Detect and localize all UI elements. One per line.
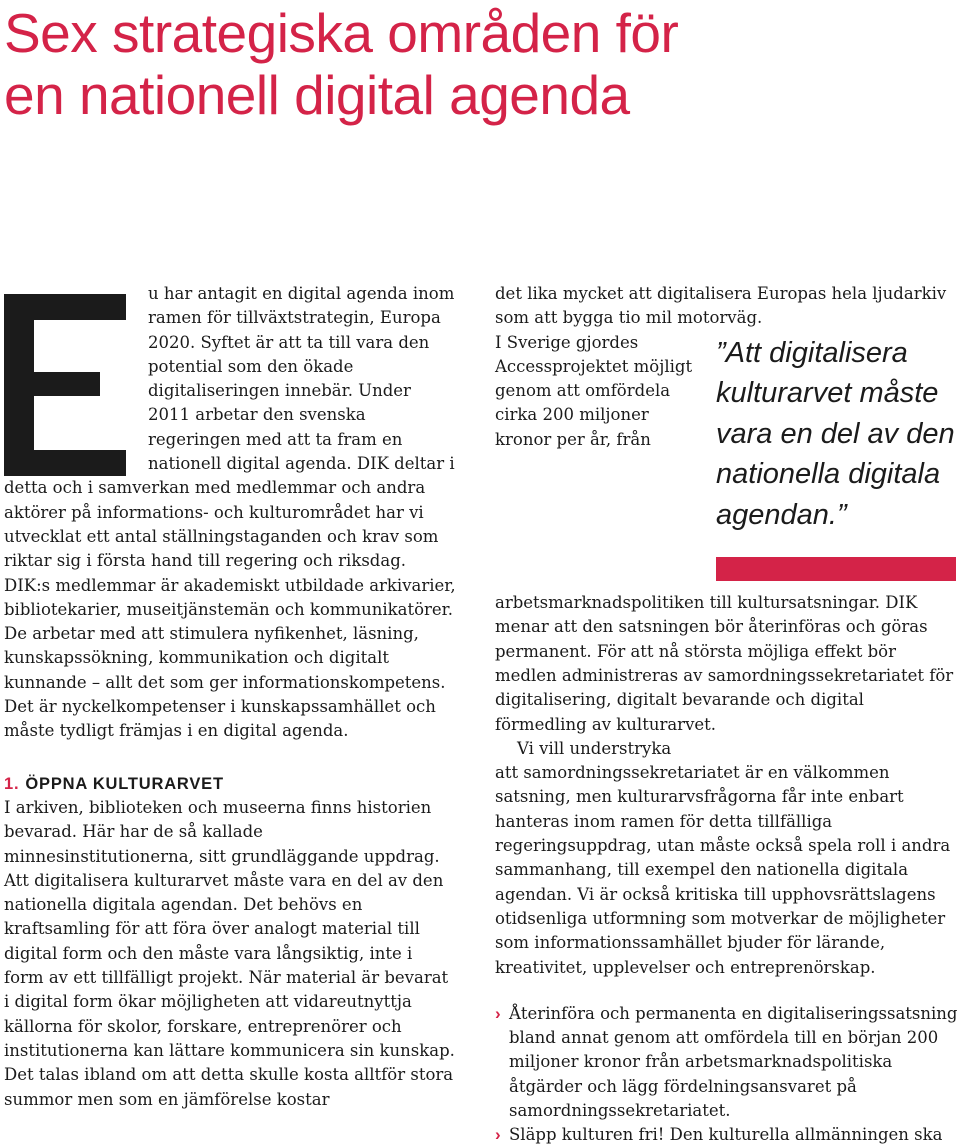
section-number: 1. [4,774,20,793]
pull-quote-text: ”Att digitalisera kulturarvet måste vara en del av den nationella digitala agendan.” [716,336,955,531]
pull-quote [716,333,960,582]
drop-cap-top-arm [4,294,126,320]
chevron-right-icon: › [495,1125,501,1145]
list-item-text: Släpp kulturen fri! Den kulturella allmänningen ska [509,1125,943,1145]
list-item [495,1002,960,1123]
demands-list [495,1002,960,1148]
pull-quote-accent-bar [716,557,956,581]
drop-cap-middle-arm [4,372,100,396]
emphasis-paragraph: att samordningssekretariatet är en välkommen satsning, men kulturarvsfrågorna får inte enbart hanteras inom ramen för detta tillfälliga regeringsuppdrag, utan måste också spela roll i andra sammanhang, till exempel den nationella digitala agendan. Vi är också kritiska till upphovsrättslagens otidsenliga utformning som motverkar de möjligheter som informationssamhället bjuder för lärande, kreativitet, upplevelser och entreprenörskap. [495,763,951,977]
list-item [495,1123,960,1147]
access-project-paragraph: I Sverige gjordes Accessprojektet möjligt genom att omfördela cirka 200 miljoner kronor per år, från arbetsmarknadspolitiken till kultursatsningar. DIK menar att den satsningen bör återinföras och göras permanent. För att nå största möjliga effekt bör medlen administreras av samordningssekretariatet för digitalisering, digitalt bevarande och digital förmedling av kulturarvet. [495,332,954,734]
members-paragraph: DIK:s medlemmar är akademiskt utbildade arkivarier, bibliotekarier, museitjänstemän och kommunikatörer. De arbetar med att stimulera nyfikenhet, läsning, kunskapssökning, kommunikation och digitalt kunnande – allt det som ger informationskompetens. Det är nyckelkompetenser i kunskapssamhället och måste tydligt främjas i en digital agenda. [4,575,456,741]
intro-paragraph: u har antagit en digital agenda inom ramen för tillväxtstrategin, Europa 2020. Syftet är att ta till vara den potential som den ökade digitaliseringen innebär. Under 2011 arbetar den svenska regeringen med att ta fram en nationell digital agenda. DIK deltar i detta och i samverkan med medlemmar och andra aktörer på informations- och kulturområdet har vi utvecklat ett antal ställningstaganden och krav som riktar sig i första hand till regering och riksdag. [4,284,455,571]
section-title: ÖPPNA KULTURARVET [25,774,224,793]
audio-archive-paragraph: det lika mycket att digitalisera Europas hela ljudarkiv som att bygga tio mil motorväg. [495,284,947,328]
drop-cap-e [4,294,126,476]
section-heading [4,772,456,796]
heritage-paragraph: I arkiven, biblioteken och museerna finns historien bevarad. Här har de så kallade minnesinstitutionerna, sitt grundläggande uppdrag. Att digitalisera kulturarvet måste vara en del av den nationella digitala agendan. Det behövs en kraftsamling för att föra över analogt material till digital form och den måste vara långsiktig, inte i form av ett tillfälligt projekt. När material är bevarat i digital form ökar möjligheten att vidareutnyttja källorna för skolor, forskare, entreprenörer och institutionerna kan lättare kommunicera sin kunskap. Det talas ibland om att detta skulle kosta alltför stora summor men som en jämförelse kostar [4,797,455,1109]
emphasis-paragraph-lead: Vi vill understryka [517,738,672,758]
drop-cap-bottom-arm [4,450,126,476]
right-column [495,282,960,1148]
chevron-right-icon: › [495,1003,501,1023]
left-column [4,282,456,1112]
page-title [4,2,944,126]
title-line-2: en nationell digital agenda [4,64,630,126]
list-item-text: Återinföra och permanenta en digitaliseringssatsning bland annat genom att omfördela till en början 200 miljoner kronor från arbetsmarknadspolitiska åtgärder och lägg fördelningsansvaret på samordningssekretariatet. [509,1003,958,1121]
title-line-1: Sex strategiska områden för [4,2,679,64]
